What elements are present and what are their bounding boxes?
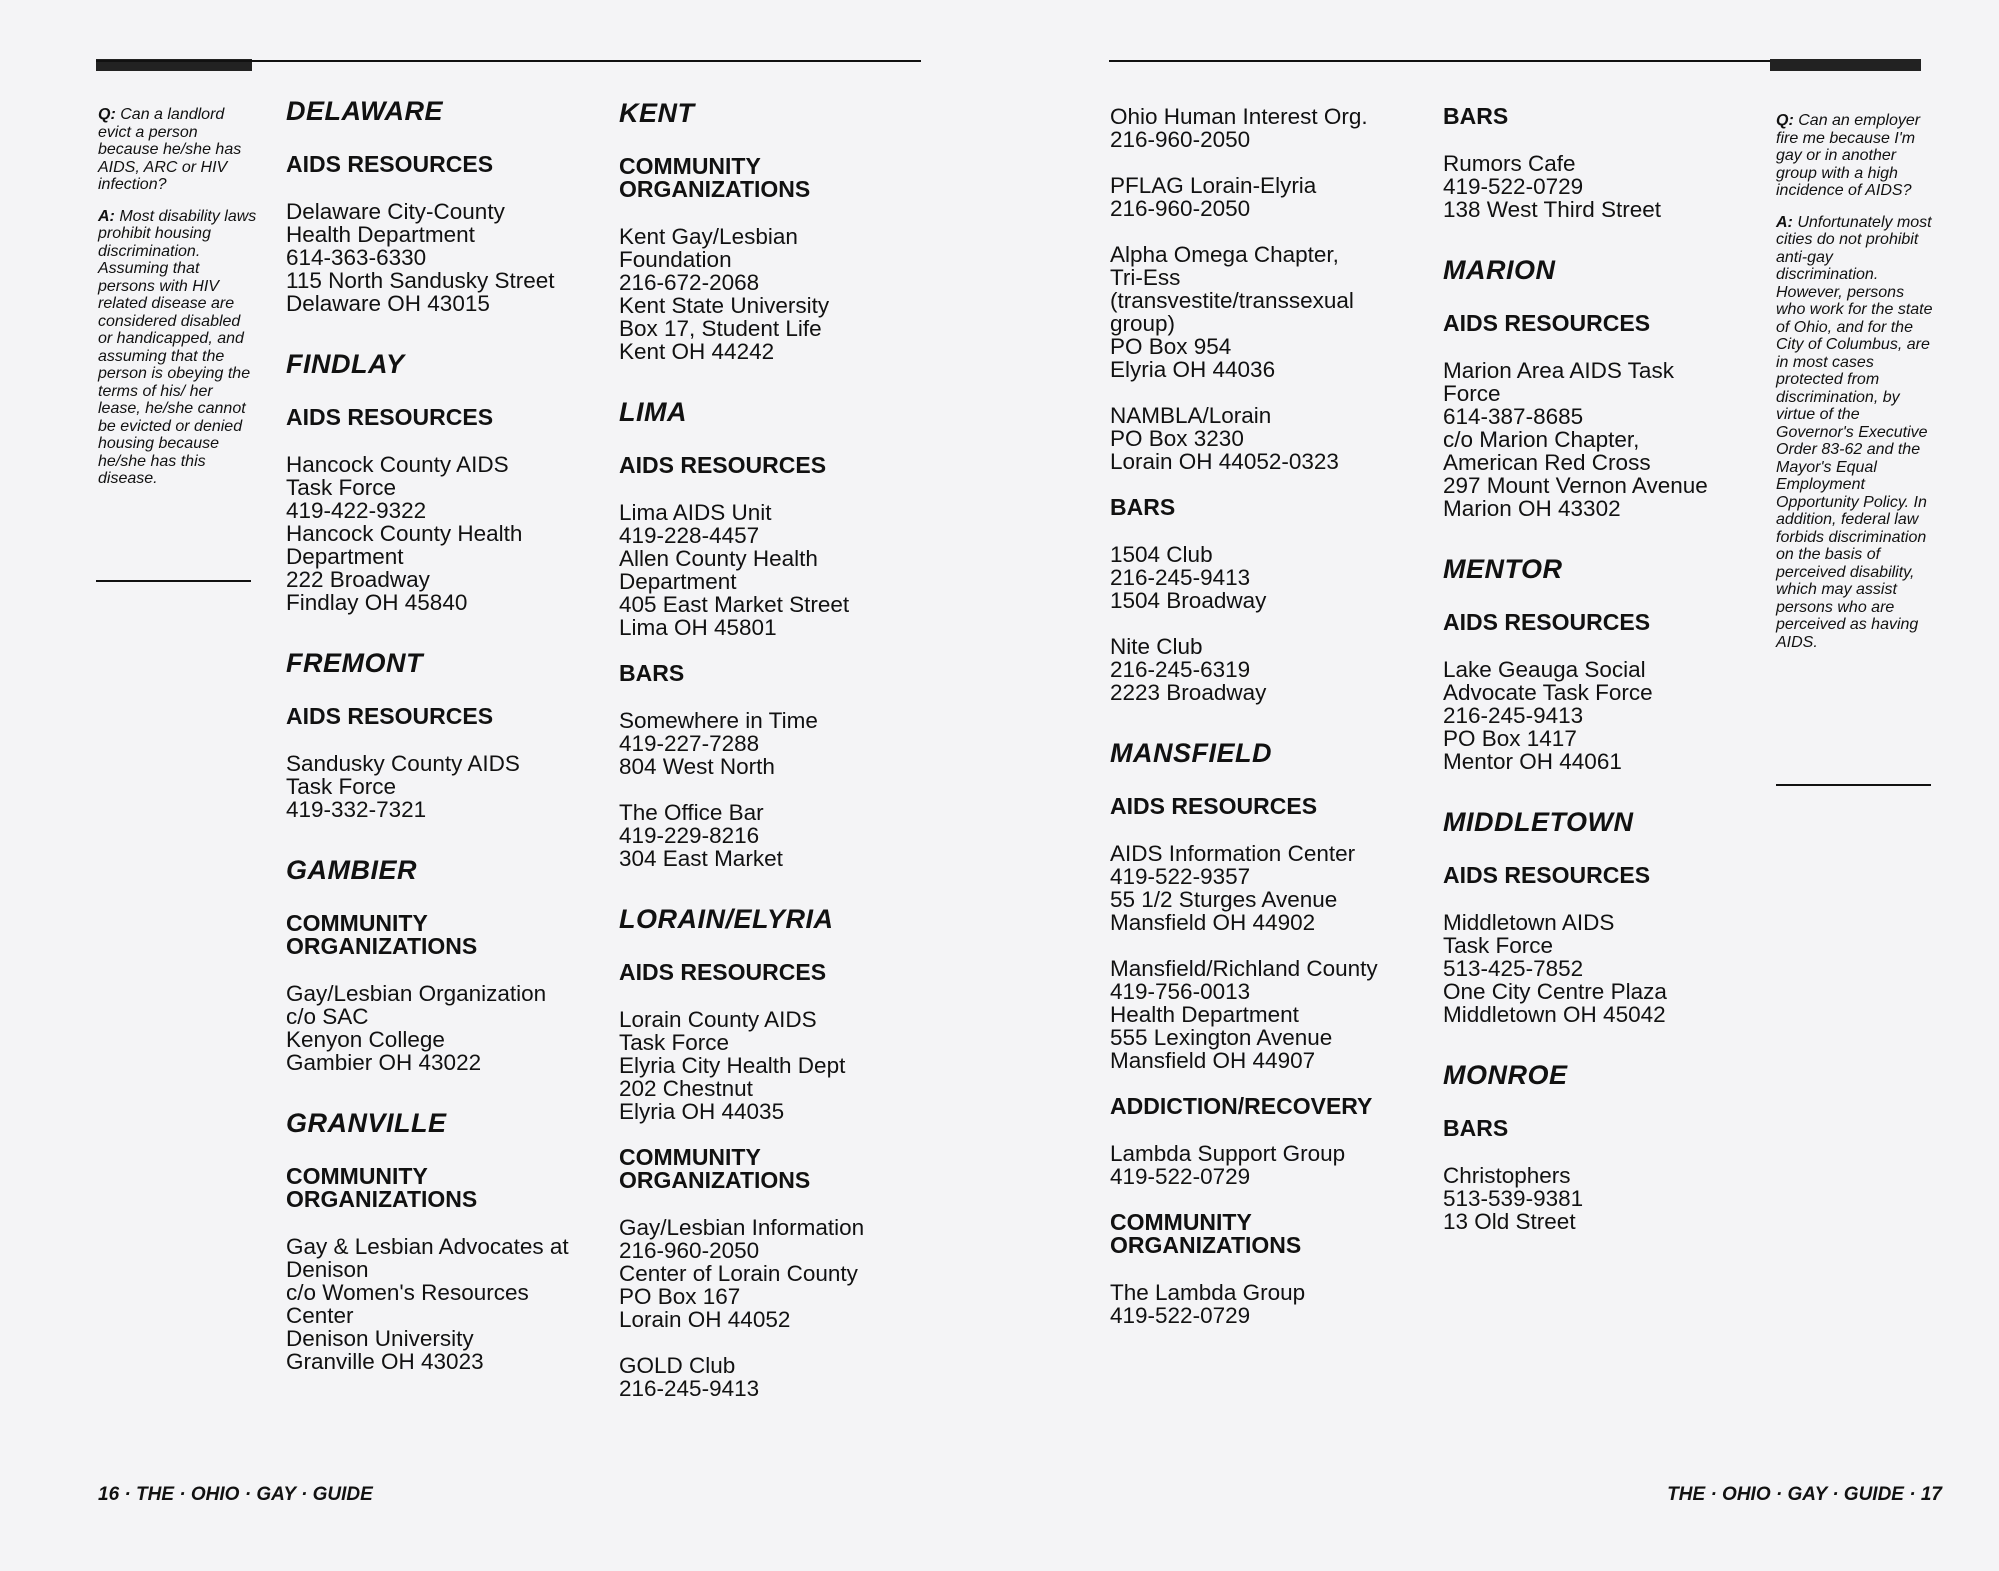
entry-line: 419-522-0729 [1110, 1164, 1251, 1189]
entry-line: The Office Bar [619, 800, 764, 825]
right-question: Can an employer fire me because I'm gay or in another group with a high incidence of AIDS? [1776, 112, 1921, 199]
listing-entry [286, 1235, 606, 1373]
listing-entry [619, 801, 939, 870]
entry-line: c/o SAC [286, 1004, 369, 1029]
city-heading: FREMONT [286, 648, 423, 678]
entry-line: 419-229-8216 [619, 823, 760, 848]
listing-entry [619, 1008, 939, 1123]
entry-line: Kent OH 44242 [619, 339, 775, 364]
listing-entry [1110, 243, 1430, 381]
entry-line: Allen County Health [619, 546, 818, 571]
listing-column-1 [286, 96, 606, 1407]
left-answer: Most disability laws prohibit housing discrimination. Assuming that persons with HIV related disease are considered disabled or handicapped, and assuming that the person is obeying the terms of his/ her lease, he/she cannot be evicted or denied housing because he/she has this disease. [98, 207, 257, 487]
entry-line: NAMBLA/Lorain [1110, 403, 1272, 428]
listing-entry [1443, 911, 1763, 1026]
listing-entry [1110, 404, 1430, 473]
entry-line: 804 West North [619, 754, 775, 779]
entry-line: Findlay OH 45840 [286, 590, 468, 615]
city-section [286, 96, 606, 315]
entry-line: Department [286, 544, 404, 569]
city-heading: LORAIN/ELYRIA [619, 904, 834, 934]
entry-line: AIDS Information Center [1110, 841, 1356, 866]
category-heading: AIDS RESOURCES [619, 452, 827, 478]
listing-entry [1443, 658, 1763, 773]
entry-line: Hancock County AIDS [286, 452, 509, 477]
category-heading: COMMUNITY ORGANIZATIONS [619, 153, 811, 202]
listing-entry [1110, 105, 1430, 151]
entry-line: 405 East Market Street [619, 592, 850, 617]
category-heading: ADDICTION/RECOVERY [1110, 1093, 1373, 1119]
entry-line: Alpha Omega Chapter, [1110, 242, 1339, 267]
entry-line: Mentor OH 44061 [1443, 749, 1622, 774]
category-heading: BARS [1110, 494, 1176, 520]
city-heading: MANSFIELD [1110, 738, 1272, 768]
city-section [286, 349, 606, 614]
entry-line: Granville OH 43023 [286, 1349, 484, 1374]
entry-line: PO Box 1417 [1443, 726, 1577, 751]
entry-line: 222 Broadway [286, 567, 430, 592]
entry-line: Center [286, 1303, 354, 1328]
entry-line: Gay & Lesbian Advocates at [286, 1234, 569, 1259]
entry-line: Lorain County AIDS [619, 1007, 817, 1032]
entry-line: 216-960-2050 [1110, 127, 1251, 152]
entry-line: Elyria OH 44036 [1110, 357, 1276, 382]
entry-line: Elyria OH 44035 [619, 1099, 785, 1124]
entry-line: Lambda Support Group [1110, 1141, 1346, 1166]
listing-entry [619, 501, 939, 639]
listing-entry [619, 1354, 939, 1400]
entry-line: Box 17, Student Life [619, 316, 822, 341]
footer-left-page-number: 16 · THE · OHIO · GAY · GUIDE [98, 1484, 373, 1505]
city-section [1443, 807, 1763, 1026]
entry-line: Health Department [286, 222, 475, 247]
entry-line: GOLD Club [619, 1353, 736, 1378]
city-section [1110, 105, 1430, 704]
listing-entry [286, 200, 606, 315]
city-heading: MONROE [1443, 1060, 1568, 1090]
entry-line: 513-425-7852 [1443, 956, 1584, 981]
entry-line: PFLAG Lorain-Elyria [1110, 173, 1317, 198]
footer-right-page-number: THE · OHIO · GAY · GUIDE · 17 [1667, 1484, 1942, 1505]
category-heading: COMMUNITY ORGANIZATIONS [619, 1144, 811, 1193]
entry-line: 216-245-9413 [1443, 703, 1584, 728]
entry-line: PO Box 3230 [1110, 426, 1244, 451]
entry-line: Middletown OH 45042 [1443, 1002, 1666, 1027]
entry-line: Advocate Task Force [1443, 680, 1653, 705]
entry-line: Elyria City Health Dept [619, 1053, 846, 1078]
entry-line: 1504 Club [1110, 542, 1213, 567]
listing-entry [1110, 842, 1430, 934]
listing-entry [286, 453, 606, 614]
entry-line: Foundation [619, 247, 732, 272]
entry-line: Lorain OH 44052 [619, 1307, 791, 1332]
listing-entry [1443, 359, 1763, 520]
entry-line: Mansfield OH 44907 [1110, 1048, 1316, 1073]
entry-line: Center of Lorain County [619, 1261, 858, 1286]
listing-column-4 [1443, 105, 1763, 1267]
listing-entry [1443, 1164, 1763, 1233]
right-a-label: A: [1776, 213, 1793, 231]
listing-entry [1110, 635, 1430, 704]
listing-entry [286, 752, 606, 821]
category-heading: BARS [1443, 103, 1509, 129]
entry-line: 419-756-0013 [1110, 979, 1251, 1004]
entry-line: 1504 Broadway [1110, 588, 1267, 613]
entry-line: Rumors Cafe [1443, 151, 1576, 176]
city-section [619, 98, 939, 363]
city-section [1443, 1060, 1763, 1233]
entry-line: Department [619, 569, 737, 594]
entry-line: Health Department [1110, 1002, 1299, 1027]
city-section [286, 648, 606, 821]
category-heading: COMMUNITY ORGANIZATIONS [286, 1163, 478, 1212]
entry-line: Lorain OH 44052-0323 [1110, 449, 1339, 474]
category-heading: AIDS RESOURCES [1443, 310, 1651, 336]
entry-line: 614-387-8685 [1443, 404, 1584, 429]
city-section [1443, 554, 1763, 773]
city-heading: DELAWARE [286, 96, 444, 126]
city-section [286, 1108, 606, 1373]
entry-line: Task Force [286, 774, 397, 799]
entry-line: Task Force [1443, 933, 1554, 958]
entry-line: PO Box 954 [1110, 334, 1232, 359]
entry-line: 13 Old Street [1443, 1209, 1576, 1234]
entry-line: 216-960-2050 [1110, 196, 1251, 221]
listing-column-2 [619, 98, 939, 1434]
right-sidebar-qa [1776, 112, 1936, 665]
category-heading: AIDS RESOURCES [286, 703, 494, 729]
entry-line: 216-960-2050 [619, 1238, 760, 1263]
left-a-label: A: [98, 207, 115, 225]
entry-line: Mansfield OH 44902 [1110, 910, 1316, 935]
entry-line: Delaware OH 43015 [286, 291, 490, 316]
entry-line: 614-363-6330 [286, 245, 427, 270]
listing-entry [619, 709, 939, 778]
category-heading: BARS [619, 660, 685, 686]
city-heading: LIMA [619, 397, 687, 427]
entry-line: Kenyon College [286, 1027, 445, 1052]
category-heading: AIDS RESOURCES [1443, 609, 1651, 635]
entry-line: Lake Geauga Social [1443, 657, 1646, 682]
city-heading: FINDLAY [286, 349, 405, 379]
category-heading: AIDS RESOURCES [1110, 793, 1318, 819]
right-answer: Unfortunately most cities do not prohibit anti-gay discrimination. However, persons who work for the state of Ohio, and for the City of Columbus, are in most cases protected from discrimination, by virtue of the Governor's Executive Order 83-62 and the Mayor's Equal Employment Opportunity Policy. In addition, federal law forbids discrimination on the basis of perceived disability, which may assist persons who are perceived as having AIDS. [1776, 213, 1933, 651]
entry-line: Marion Area AIDS Task [1443, 358, 1674, 383]
entry-line: Somewhere in Time [619, 708, 818, 733]
entry-line: 216-245-6319 [1110, 657, 1251, 682]
entry-line: 419-422-9322 [286, 498, 427, 523]
entry-line: Nite Club [1110, 634, 1203, 659]
entry-line: Marion OH 43302 [1443, 496, 1621, 521]
listing-entry [1110, 174, 1430, 220]
listing-entry [286, 982, 606, 1074]
city-heading: GRANVILLE [286, 1108, 447, 1138]
entry-line: Ohio Human Interest Org. [1110, 104, 1368, 129]
entry-line: Kent Gay/Lesbian [619, 224, 798, 249]
entry-line: 419-522-9357 [1110, 864, 1251, 889]
entry-line: One City Centre Plaza [1443, 979, 1667, 1004]
entry-line: Middletown AIDS [1443, 910, 1615, 935]
entry-line: Gambier OH 43022 [286, 1050, 482, 1075]
entry-line: 138 West Third Street [1443, 197, 1662, 222]
entry-line: 216-672-2068 [619, 270, 760, 295]
right-sidebar-rule [1776, 784, 1931, 786]
entry-line: 55 1/2 Sturges Avenue [1110, 887, 1338, 912]
right-q-label: Q: [1776, 112, 1794, 129]
entry-line: Hancock County Health [286, 521, 523, 546]
entry-line: 304 East Market [619, 846, 783, 871]
listing-entry [1110, 957, 1430, 1072]
entry-line: Lima AIDS Unit [619, 500, 772, 525]
listing-entry [1110, 1142, 1430, 1188]
entry-line: 419-227-7288 [619, 731, 760, 756]
city-heading: MENTOR [1443, 554, 1563, 584]
entry-line: 555 Lexington Avenue [1110, 1025, 1333, 1050]
category-heading: AIDS RESOURCES [1443, 862, 1651, 888]
entry-line: Gay/Lesbian Information [619, 1215, 865, 1240]
entry-line: 419-332-7321 [286, 797, 427, 822]
listing-entry [619, 1216, 939, 1331]
entry-line: 419-228-4457 [619, 523, 760, 548]
city-section [1443, 105, 1763, 221]
entry-line: 513-539-9381 [1443, 1186, 1584, 1211]
listing-entry [1443, 152, 1763, 221]
left-sidebar-rule [96, 580, 251, 582]
entry-line: 115 North Sandusky Street [286, 268, 555, 293]
entry-line: 2223 Broadway [1110, 680, 1267, 705]
entry-line: Sandusky County AIDS [286, 751, 520, 776]
top-rule-left [96, 60, 921, 62]
listing-entry [1110, 1281, 1430, 1327]
entry-line: 297 Mount Vernon Avenue [1443, 473, 1708, 498]
entry-line: 216-245-9413 [1110, 565, 1251, 590]
left-sidebar-qa [98, 106, 258, 502]
category-heading: AIDS RESOURCES [619, 959, 827, 985]
category-heading: COMMUNITY ORGANIZATIONS [1110, 1209, 1302, 1258]
entry-line: PO Box 167 [619, 1284, 741, 1309]
city-heading: GAMBIER [286, 855, 417, 885]
entry-line: Christophers [1443, 1163, 1571, 1188]
entry-line: c/o Women's Resources [286, 1280, 529, 1305]
entry-line: Lima OH 45801 [619, 615, 777, 640]
city-section [1443, 255, 1763, 520]
city-section [619, 904, 939, 1400]
entry-line: Kent State University [619, 293, 830, 318]
entry-line: (transvestite/transsexual [1110, 288, 1354, 313]
left-question: Can a landlord evict a person because he/she has AIDS, ARC or HIV infection? [98, 106, 242, 193]
listing-entry [1110, 543, 1430, 612]
entry-line: Gay/Lesbian Organization [286, 981, 547, 1006]
city-section [619, 397, 939, 870]
category-heading: AIDS RESOURCES [286, 404, 494, 430]
entry-line: 216-245-9413 [619, 1376, 760, 1401]
category-heading: BARS [1443, 1115, 1509, 1141]
city-heading: MIDDLETOWN [1443, 807, 1634, 837]
category-heading: COMMUNITY ORGANIZATIONS [286, 910, 478, 959]
city-section [1110, 738, 1430, 1327]
entry-line: 419-522-0729 [1443, 174, 1584, 199]
entry-line: group) [1110, 311, 1176, 336]
entry-line: The Lambda Group [1110, 1280, 1306, 1305]
top-rule-right-thick [1770, 59, 1921, 71]
entry-line: Task Force [619, 1030, 730, 1055]
city-heading: KENT [619, 98, 695, 128]
listing-entry [619, 225, 939, 363]
entry-line: 419-522-0729 [1110, 1303, 1251, 1328]
entry-line: Denison University [286, 1326, 474, 1351]
left-q-label: Q: [98, 106, 116, 123]
entry-line: Mansfield/Richland County [1110, 956, 1378, 981]
entry-line: American Red Cross [1443, 450, 1651, 475]
city-heading: MARION [1443, 255, 1556, 285]
category-heading: AIDS RESOURCES [286, 151, 494, 177]
entry-line: Tri-Ess [1110, 265, 1181, 290]
entry-line: 202 Chestnut [619, 1076, 753, 1101]
entry-line: Delaware City-County [286, 199, 505, 224]
entry-line: c/o Marion Chapter, [1443, 427, 1640, 452]
city-section [286, 855, 606, 1074]
entry-line: Task Force [286, 475, 397, 500]
entry-line: Force [1443, 381, 1501, 406]
listing-column-3 [1110, 105, 1430, 1361]
entry-line: Denison [286, 1257, 369, 1282]
